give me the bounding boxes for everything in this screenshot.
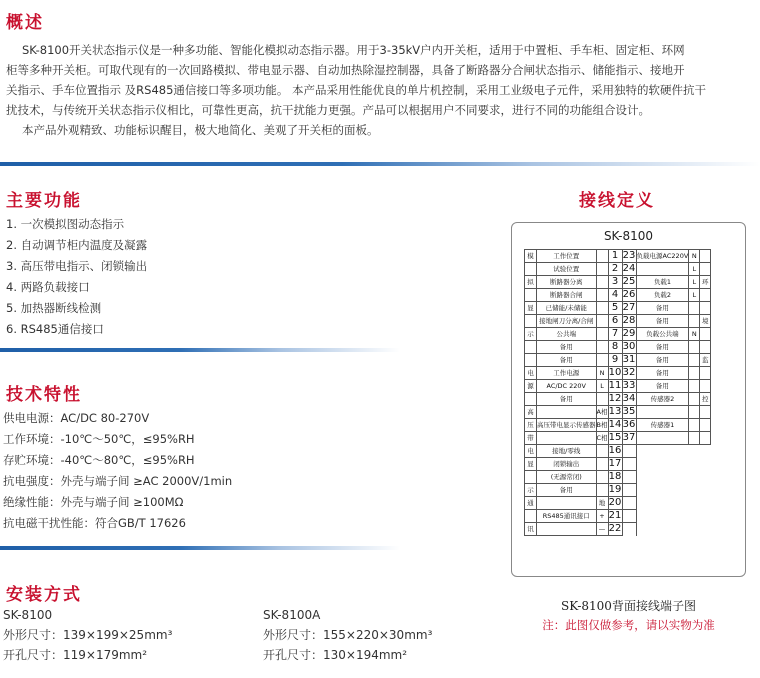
terminal-number: 18 xyxy=(608,471,622,482)
terminal-sub: C相 xyxy=(596,432,608,445)
terminal-sub: L xyxy=(689,276,700,289)
terminal-sub: N xyxy=(689,250,700,263)
terminal-label: 备用 xyxy=(537,484,597,497)
terminal-empty xyxy=(622,471,636,484)
terminal-label: 试验位置 xyxy=(537,263,597,276)
terminal-group: 高 xyxy=(525,406,537,419)
terminal-group xyxy=(700,419,711,432)
terminal-label xyxy=(537,523,597,536)
terminal-sub xyxy=(596,289,608,302)
terminal-label: 备用 xyxy=(636,380,689,393)
terminal-row xyxy=(525,380,711,393)
terminal-group xyxy=(700,302,711,315)
outer-size: 外形尺寸：139×199×25mm³ xyxy=(3,628,173,642)
terminal-group: 境 xyxy=(700,315,711,328)
terminal-sub xyxy=(689,315,700,328)
specs-title: 技术特性 xyxy=(6,385,82,405)
terminal-sub xyxy=(596,302,608,315)
function-item: 3. 高压带电指示、闭锁输出 xyxy=(6,259,148,273)
terminal-group xyxy=(700,341,711,354)
terminal-label: 备用 xyxy=(537,341,597,354)
terminal-row xyxy=(525,497,711,510)
terminal-row xyxy=(525,471,711,484)
terminal-number: 20 xyxy=(608,497,622,508)
terminal-sub xyxy=(596,328,608,341)
terminal-label: 高压带电显示传感器 xyxy=(537,419,597,432)
diagram-caption: SK-8100背面接线端子图 xyxy=(561,599,696,613)
terminal-sub xyxy=(689,354,700,367)
terminal-sub: N xyxy=(596,367,608,380)
terminal-number: 27 xyxy=(622,302,636,313)
terminal-number: 25 xyxy=(622,276,636,287)
terminal-number: 6 xyxy=(608,315,622,328)
terminal-row xyxy=(525,354,711,367)
terminal-sub xyxy=(596,393,608,406)
terminal-label: 负载1 xyxy=(636,276,689,289)
install-model-sk8100a xyxy=(263,605,432,665)
terminal-number: 33 xyxy=(622,380,636,391)
terminal-group: 带 xyxy=(525,432,537,445)
terminal-sub xyxy=(689,302,700,315)
terminal-label xyxy=(636,406,689,419)
terminal-label: 备用 xyxy=(636,302,689,315)
terminal-empty xyxy=(622,458,636,471)
terminal-label: 负载公共端 xyxy=(636,328,689,341)
terminal-label: 备用 xyxy=(636,315,689,328)
terminal-group: 显 xyxy=(525,302,537,315)
terminal-table xyxy=(524,249,711,536)
terminal-number: 26 xyxy=(622,289,636,300)
terminal-label xyxy=(636,263,689,276)
spec-item: 工作环境：-10℃～50℃，≤95%RH xyxy=(3,432,195,446)
terminal-number: 31 xyxy=(622,354,636,365)
terminal-empty xyxy=(622,510,636,523)
terminal-group: 拟 xyxy=(525,276,537,289)
function-item: 5. 加热器断线检测 xyxy=(6,301,102,315)
terminal-number: 8 xyxy=(608,341,622,354)
terminal-group xyxy=(525,354,537,367)
terminal-group: 电 xyxy=(525,367,537,380)
terminal-row xyxy=(525,510,711,523)
terminal-row xyxy=(525,250,711,263)
terminal-empty xyxy=(622,497,636,510)
terminal-group xyxy=(700,328,711,341)
terminal-number: 16 xyxy=(608,445,622,456)
terminal-label: (无源常闭) xyxy=(537,471,597,484)
terminal-row xyxy=(525,315,711,328)
terminal-row xyxy=(525,341,711,354)
terminal-label xyxy=(537,406,597,419)
terminal-sub xyxy=(689,432,700,445)
terminal-sub xyxy=(596,458,608,471)
terminal-sub xyxy=(596,276,608,289)
terminal-sub: L xyxy=(596,380,608,393)
terminal-row xyxy=(525,393,711,406)
terminal-sub xyxy=(596,484,608,497)
terminal-number: 4 xyxy=(608,289,622,302)
terminal-row xyxy=(525,367,711,380)
terminal-number: 36 xyxy=(622,419,636,430)
terminal-row xyxy=(525,263,711,276)
terminal-number: 15 xyxy=(608,432,622,443)
terminal-sub: N xyxy=(689,328,700,341)
terminal-group: 源 xyxy=(525,380,537,393)
terminal-label: 接地/零线 xyxy=(537,445,597,458)
terminal-sub: A相 xyxy=(596,406,608,419)
terminal-label: 接地闸刀分离/合闸 xyxy=(537,315,597,328)
terminal-label: 备用 xyxy=(537,354,597,367)
terminal-number: 9 xyxy=(608,354,622,367)
terminal-sub xyxy=(596,341,608,354)
terminal-label: 公共端 xyxy=(537,328,597,341)
terminal-empty xyxy=(622,523,636,536)
terminal-label: 负载电源AC220V xyxy=(636,250,689,263)
wiring-title: 接线定义 xyxy=(579,191,655,211)
terminal-number: 10 xyxy=(608,367,622,378)
terminal-label: RS485通讯接口 xyxy=(537,510,597,523)
model-name: SK-8100A xyxy=(263,608,321,622)
terminal-group xyxy=(525,315,537,328)
wiring-diagram xyxy=(511,222,746,577)
terminal-group: 讯 xyxy=(525,523,537,536)
terminal-number: 12 xyxy=(608,393,622,404)
terminal-sub xyxy=(596,315,608,328)
terminal-group xyxy=(700,367,711,380)
terminal-sub xyxy=(596,445,608,458)
overview-line: 扰技术，与传统开关状态指示仪相比，可靠性更高，抗干扰能力更强。产品可以根据用户不同要求，进行不同的功能组合设计。 xyxy=(6,103,650,117)
terminal-label: 传感器2 xyxy=(636,393,689,406)
terminal-group xyxy=(700,250,711,263)
terminal-empty xyxy=(622,445,636,458)
terminal-number: 34 xyxy=(622,393,636,404)
terminal-number: 1 xyxy=(608,250,622,263)
terminal-row xyxy=(525,419,711,432)
overview-title: 概述 xyxy=(6,13,44,33)
terminal-group xyxy=(700,380,711,393)
terminal-row xyxy=(525,445,711,458)
terminal-label: 断路器合闸 xyxy=(537,289,597,302)
terminal-number: 29 xyxy=(622,328,636,339)
terminal-sub: 地 xyxy=(596,497,608,510)
terminal-number: 2 xyxy=(608,263,622,276)
terminal-group: 监 xyxy=(700,354,711,367)
terminal-label: 工作电源 xyxy=(537,367,597,380)
overview-text xyxy=(6,40,756,140)
terminal-label xyxy=(537,432,597,445)
terminal-row xyxy=(525,328,711,341)
terminal-sub xyxy=(689,419,700,432)
terminal-number: 30 xyxy=(622,341,636,352)
terminal-row xyxy=(525,406,711,419)
spec-item: 供电电源：AC/DC 80-270V xyxy=(3,411,150,425)
terminal-group xyxy=(525,289,537,302)
function-item: 1. 一次模拟图动态指示 xyxy=(6,217,125,231)
terminal-row xyxy=(525,289,711,302)
terminal-sub xyxy=(596,471,608,484)
terminal-label: 已储能/未储能 xyxy=(537,302,597,315)
terminal-sub xyxy=(596,250,608,263)
terminal-label: 备用 xyxy=(636,367,689,380)
terminal-sub xyxy=(689,406,700,419)
terminal-label: 备用 xyxy=(537,393,597,406)
function-item: 2. 自动调节柜内温度及凝露 xyxy=(6,238,148,252)
install-model-sk8100 xyxy=(3,605,172,665)
terminal-group: 通 xyxy=(525,497,537,510)
terminal-row xyxy=(525,276,711,289)
terminal-number: 22 xyxy=(608,523,622,534)
terminal-group xyxy=(525,510,537,523)
terminal-group xyxy=(525,471,537,484)
terminal-group: 模 xyxy=(525,250,537,263)
terminal-number: 21 xyxy=(608,510,622,521)
terminal-number: 5 xyxy=(608,302,622,315)
terminal-group xyxy=(700,432,711,445)
spec-item: 绝缘性能：外壳与端子间 ≥100MΩ xyxy=(3,495,184,509)
terminal-empty xyxy=(622,484,636,497)
cutout-size: 开孔尺寸：119×179mm² xyxy=(3,648,148,662)
terminal-number: 19 xyxy=(608,484,622,495)
terminal-number: 23 xyxy=(622,250,636,261)
outer-size: 外形尺寸：155×220×30mm³ xyxy=(263,628,433,642)
overview-line: 本产品外观精致、功能标识醒目，极大地简化、美观了开关柜的面板。 xyxy=(22,123,379,137)
terminal-sub: L xyxy=(689,263,700,276)
terminal-label: 负载2 xyxy=(636,289,689,302)
cutout-size: 开孔尺寸：130×194mm² xyxy=(263,648,408,662)
terminal-sub xyxy=(689,393,700,406)
terminal-sub: B相 xyxy=(596,419,608,432)
terminal-number: 14 xyxy=(608,419,622,430)
terminal-label: AC/DC 220V xyxy=(537,380,597,393)
spec-item: 抗电磁干扰性能：符合GB/T 17626 xyxy=(3,516,186,530)
overview-line: 柜等多种开关柜。可取代现有的一次回路模拟、带电显示器、自动加热除湿控制器，具备了断路器分合闸状态指示、储能指示、接地开 xyxy=(6,63,685,77)
terminal-label xyxy=(537,497,597,510)
section-divider xyxy=(0,162,760,166)
terminal-group: 控 xyxy=(700,393,711,406)
terminal-row xyxy=(525,458,711,471)
terminal-label: 断路器分离 xyxy=(537,276,597,289)
overview-line: SK-8100开关状态指示仪是一种多功能、智能化模拟动态指示器。用于3-35kV户内开关柜，适用于中置柜、手车柜、固定柜、环网 xyxy=(22,43,685,57)
terminal-label: 工作位置 xyxy=(537,250,597,263)
terminal-group xyxy=(700,263,711,276)
model-name: SK-8100 xyxy=(3,608,53,622)
spec-item: 存贮环境：-40℃～80℃，≤95%RH xyxy=(3,453,195,467)
terminal-sub xyxy=(596,354,608,367)
terminal-row xyxy=(525,302,711,315)
terminal-number: 3 xyxy=(608,276,622,289)
terminal-row xyxy=(525,523,711,536)
terminal-group xyxy=(525,341,537,354)
terminal-number: 11 xyxy=(608,380,622,391)
terminal-sub xyxy=(689,380,700,393)
terminal-label: 闭锁输出 xyxy=(537,458,597,471)
function-item: 6. RS485通信接口 xyxy=(6,322,104,336)
reference-note: 注：此图仅做参考，请以实物为准 xyxy=(542,618,715,632)
terminal-number: 17 xyxy=(608,458,622,469)
terminal-label: 备用 xyxy=(636,354,689,367)
terminal-sub xyxy=(689,341,700,354)
terminal-group xyxy=(700,406,711,419)
terminal-number: 32 xyxy=(622,367,636,378)
section-divider xyxy=(0,348,400,352)
terminal-group: 示 xyxy=(525,484,537,497)
terminal-group xyxy=(700,289,711,302)
terminal-number: 13 xyxy=(608,406,622,417)
spec-item: 抗电强度：外壳与端子间 ≥AC 2000V/1min xyxy=(3,474,233,488)
terminal-number: 28 xyxy=(622,315,636,326)
terminal-group xyxy=(525,263,537,276)
section-divider xyxy=(0,546,400,550)
terminal-label: 备用 xyxy=(636,341,689,354)
terminal-sub: L xyxy=(689,289,700,302)
terminal-number: 35 xyxy=(622,406,636,417)
terminal-number: 7 xyxy=(608,328,622,341)
terminal-row xyxy=(525,432,711,445)
terminal-sub: + xyxy=(596,510,608,523)
terminal-label xyxy=(636,432,689,445)
terminal-group: 显 xyxy=(525,458,537,471)
terminal-sub xyxy=(689,367,700,380)
overview-line: 关指示、手车位置指示 及RS485通信接口等多项功能。 本产品采用性能优良的单片机控制，采用工业级电子元件，采用独特的软硬件抗干 xyxy=(6,83,707,97)
terminal-label: 传感器1 xyxy=(636,419,689,432)
terminal-group: 环 xyxy=(700,276,711,289)
functions-title: 主要功能 xyxy=(6,191,82,211)
install-title: 安装方式 xyxy=(6,585,82,605)
terminal-group: 压 xyxy=(525,419,537,432)
function-item: 4. 两路负载接口 xyxy=(6,280,90,294)
terminal-number: 37 xyxy=(622,432,636,443)
diagram-title: SK-8100 xyxy=(603,229,654,243)
terminal-group: 电 xyxy=(525,445,537,458)
terminal-group xyxy=(525,393,537,406)
terminal-row xyxy=(525,484,711,497)
terminal-group: 示 xyxy=(525,328,537,341)
terminal-sub xyxy=(596,263,608,276)
terminal-number: 24 xyxy=(622,263,636,274)
terminal-sub: — xyxy=(596,523,608,536)
